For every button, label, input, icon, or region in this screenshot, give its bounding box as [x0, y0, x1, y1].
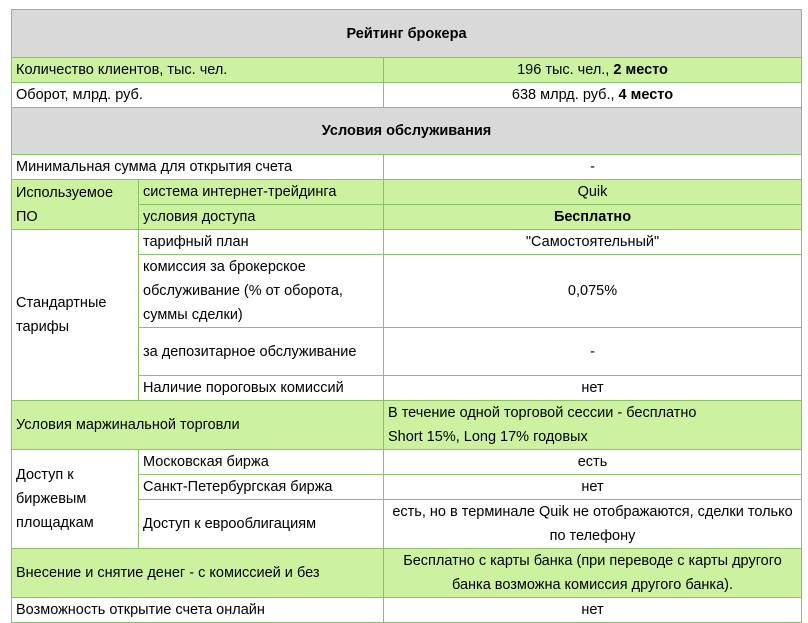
- row-clients: [12, 58, 802, 83]
- clients-label: Количество клиентов, тыс. чел.: [12, 58, 384, 83]
- margin-label: Условия маржинальной торговли: [12, 401, 384, 450]
- depository-label: за депозитарное обслуживание: [139, 328, 384, 376]
- turnover-value-cell: [384, 83, 802, 108]
- row-tariff-plan: [12, 230, 802, 255]
- spb-label: Санкт-Петербургская биржа: [139, 475, 384, 500]
- turnover-rank: 4 место: [618, 87, 674, 103]
- clients-value-cell: [384, 58, 802, 83]
- header-conditions: Условия обслуживания: [12, 108, 802, 155]
- moex-label: Московская биржа: [139, 450, 384, 475]
- row-min-sum: [12, 155, 802, 180]
- tariffs-label: Стандартные тарифы: [12, 230, 139, 401]
- online-label: Возможность открытие счета онлайн: [12, 598, 384, 623]
- margin-value-cell: [384, 401, 802, 450]
- header-row-rating: [12, 10, 802, 58]
- software-label: Используемое ПО: [12, 180, 139, 230]
- margin-value-line1: В течение одной торговой сессии - бесплатно: [388, 405, 697, 421]
- broker-table: [11, 9, 802, 623]
- access-label: условия доступа: [139, 205, 384, 230]
- euro-label: Доступ к еврооблигациям: [139, 500, 384, 549]
- deposit-label: Внесение и снятие денег - с комиссией и без: [12, 549, 384, 598]
- row-online: [12, 598, 802, 623]
- plan-label: тарифный план: [139, 230, 384, 255]
- plan-value: "Самостоятельный": [384, 230, 802, 255]
- clients-value: 196 тыс. чел.,: [517, 62, 614, 78]
- clients-rank: 2 место: [613, 62, 668, 78]
- platform-value: Quik: [384, 180, 802, 205]
- deposit-value: Бесплатно с карты банка (при переводе с карты другого банка возможна комиссия другого банка).: [384, 549, 802, 598]
- turnover-label: Оборот, млрд. руб.: [12, 83, 384, 108]
- turnover-value: 638 млрд. руб.,: [511, 87, 619, 103]
- depository-value: -: [384, 328, 802, 376]
- commission-value: 0,075%: [384, 255, 802, 328]
- broker-table-wrapper: [11, 9, 802, 623]
- threshold-value: нет: [384, 376, 802, 401]
- margin-value-line2: Short 15%, Long 17% годовых: [388, 429, 588, 445]
- header-rating: Рейтинг брокера: [12, 10, 802, 58]
- row-turnover: [12, 83, 802, 108]
- min-sum-label: Минимальная сумма для открытия счета: [12, 155, 384, 180]
- spb-value: нет: [384, 475, 802, 500]
- moex-value: есть: [384, 450, 802, 475]
- min-sum-value: -: [384, 155, 802, 180]
- exchanges-label: Доступ к биржевым площадкам: [12, 450, 139, 549]
- row-margin: [12, 401, 802, 450]
- threshold-label: Наличие пороговых комиссий: [139, 376, 384, 401]
- row-exchange-moex: [12, 450, 802, 475]
- row-software-platform: [12, 180, 802, 205]
- online-value: нет: [384, 598, 802, 623]
- platform-label: система интернет-трейдинга: [139, 180, 384, 205]
- euro-value: есть, но в терминале Quik не отображаются, сделки только по телефону: [384, 500, 802, 549]
- header-row-conditions: [12, 108, 802, 155]
- access-value: Бесплатно: [384, 205, 802, 230]
- commission-label: комиссия за брокерское обслуживание (% от оборота, суммы сделки): [139, 255, 384, 328]
- row-deposit: [12, 549, 802, 598]
